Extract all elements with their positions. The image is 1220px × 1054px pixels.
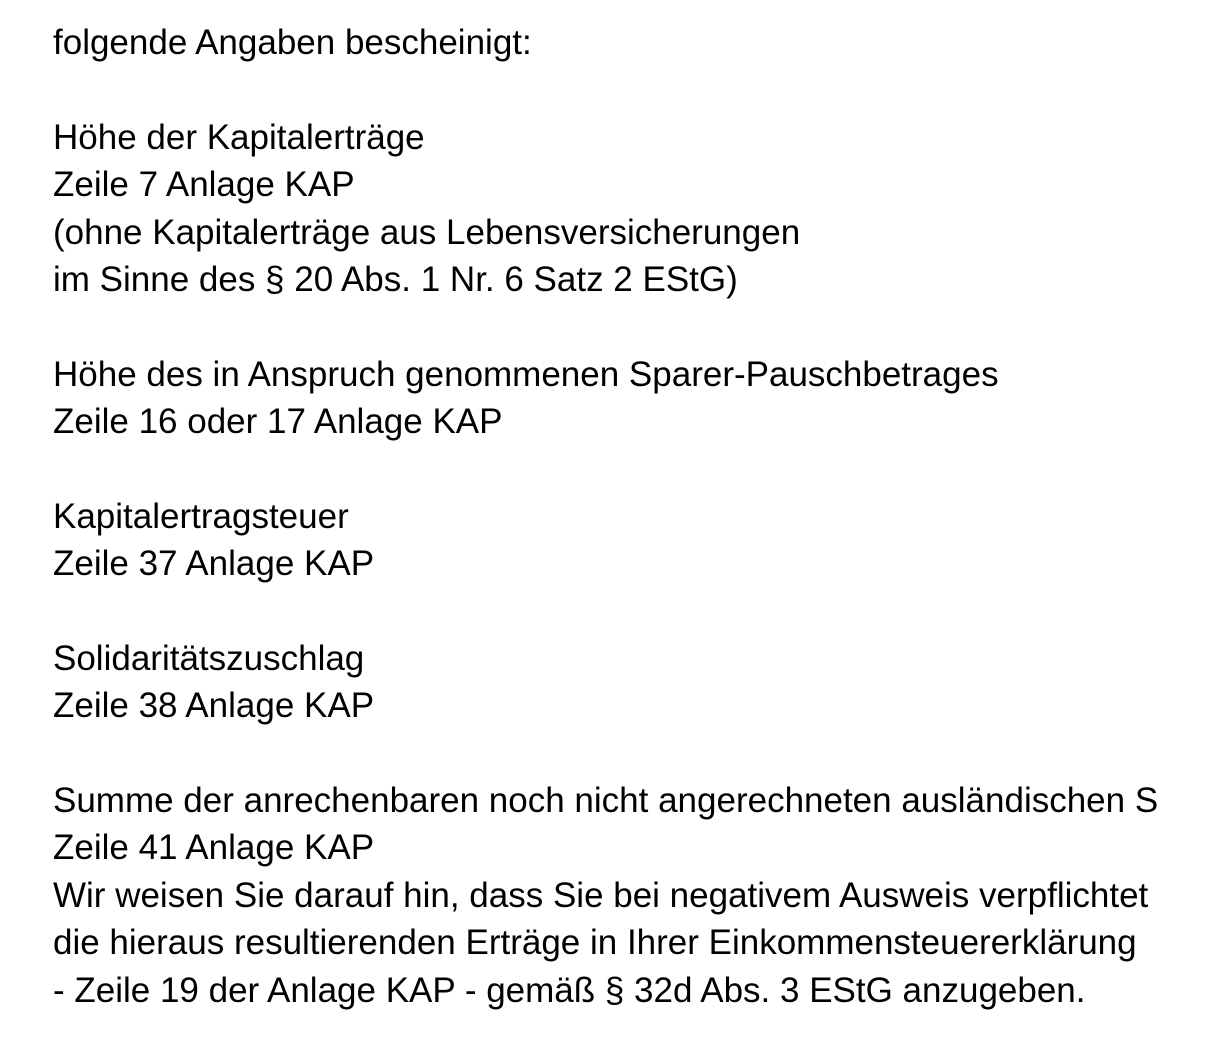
- section-line: Zeile 7 Anlage KAP: [53, 165, 355, 204]
- section-heading-solidaritaetszuschlag: Solidaritätszuschlag: [53, 639, 365, 678]
- intro-text: folgende Angaben bescheinigt:: [53, 23, 532, 62]
- section-heading-kapitalertraege: Höhe der Kapitalerträge: [53, 118, 425, 157]
- notice-line: - Zeile 19 der Anlage KAP - gemäß § 32d Abs. 3 EStG anzugeben.: [53, 971, 1086, 1010]
- notice-line: Wir weisen Sie darauf hin, dass Sie bei negativem Ausweis verpflichtet: [53, 876, 1149, 915]
- section-line: Zeile 37 Anlage KAP: [53, 544, 375, 583]
- section-heading-sparer-pauschbetrag: Höhe des in Anspruch genommenen Sparer-Pauschbetrages: [53, 355, 999, 394]
- section-line: Zeile 41 Anlage KAP: [53, 828, 375, 867]
- section-heading-kapitalertragsteuer: Kapitalertragsteuer: [53, 497, 349, 536]
- section-line: (ohne Kapitalerträge aus Lebensversicherungen: [53, 213, 801, 252]
- notice-line: die hieraus resultierenden Erträge in Ihrer Einkommensteuererklärung: [53, 923, 1137, 962]
- section-line: Zeile 38 Anlage KAP: [53, 686, 375, 725]
- section-line: Zeile 16 oder 17 Anlage KAP: [53, 402, 503, 441]
- section-heading-auslaendische-steuer: Summe der anrechenbaren noch nicht angerechneten ausländischen S: [53, 781, 1159, 820]
- section-line: im Sinne des § 20 Abs. 1 Nr. 6 Satz 2 EStG): [53, 260, 738, 299]
